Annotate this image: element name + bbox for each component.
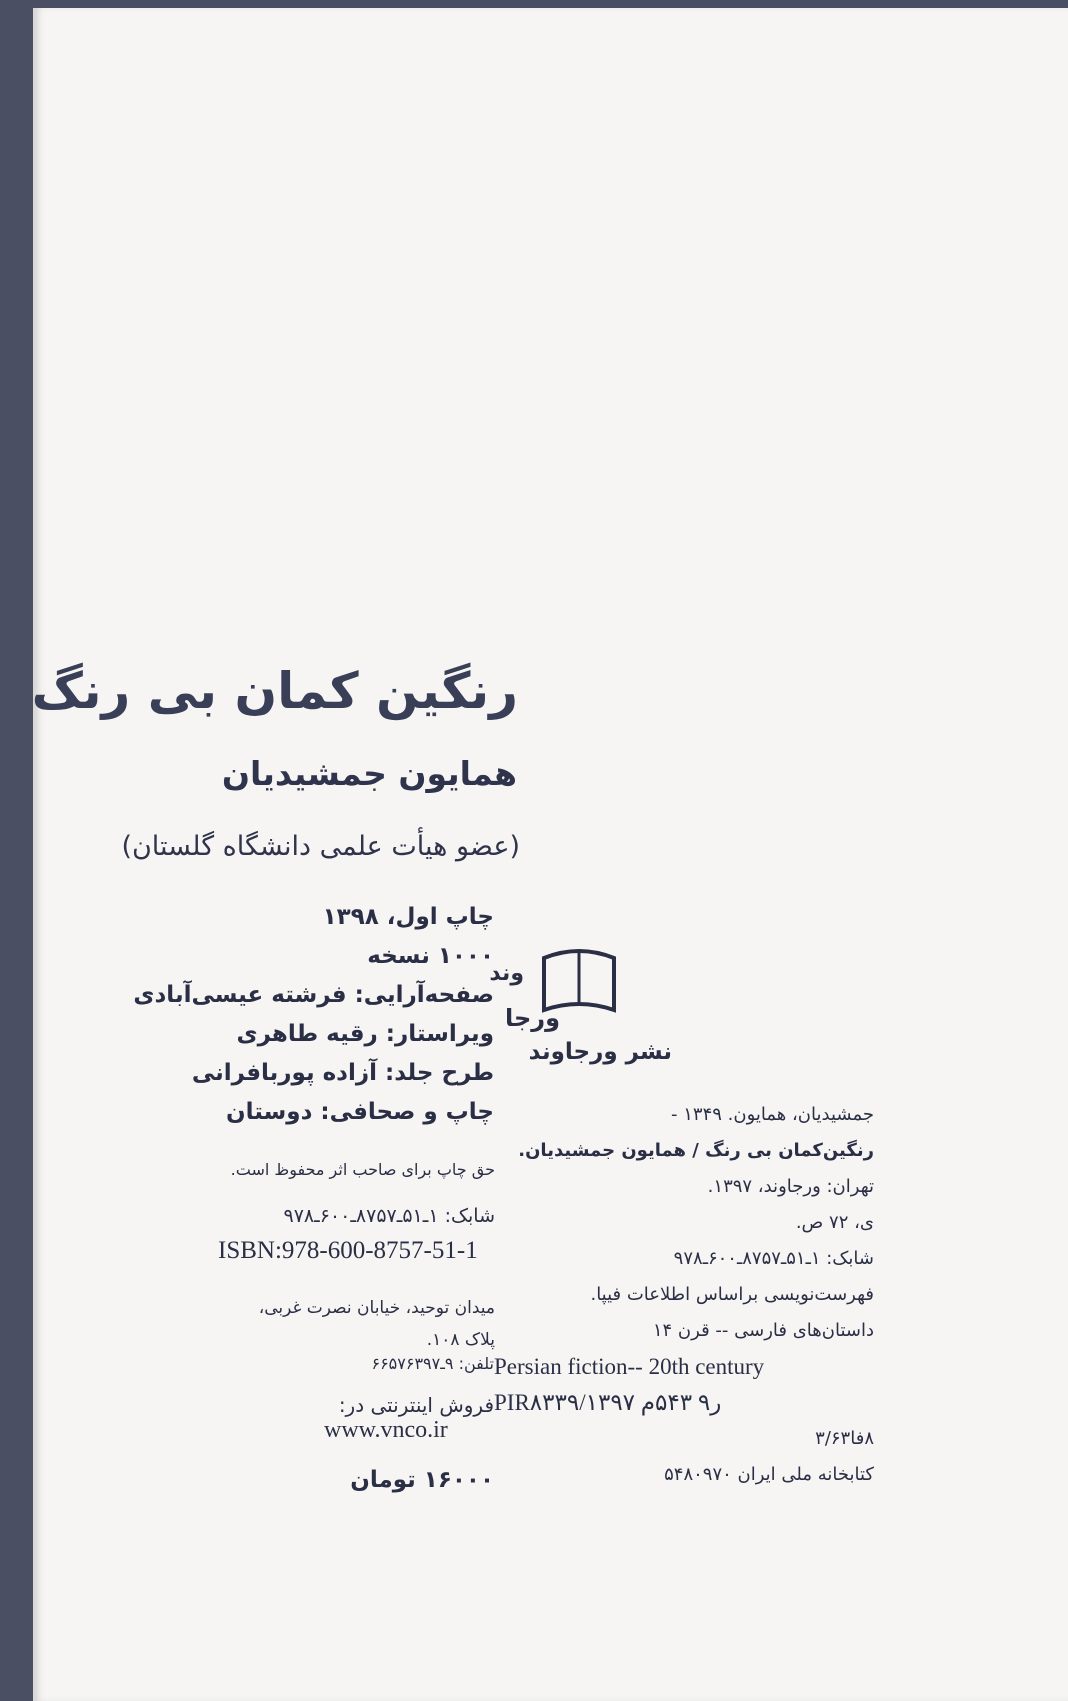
catalog-line: Persian fiction-- 20th century xyxy=(494,1354,765,1379)
logo-text-bottom: ورجا xyxy=(504,1004,560,1032)
catalog-line: PIR۸۳۳۹/ر۹ ۵۴۳م ۱۳۹۷ xyxy=(494,1390,722,1415)
catalog-line: داستان‌های فارسی -- قرن ۱۴ xyxy=(652,1320,874,1341)
credit-printing: چاپ و صحافی: دوستان xyxy=(226,1099,494,1125)
catalog-line: کتابخانه ملی ایران ۵۴۸۰۹۷۰ xyxy=(664,1464,874,1485)
credits-list xyxy=(94,898,494,1132)
copyright-notice: حق چاپ برای صاحب اثر محفوظ است. xyxy=(230,1160,495,1179)
website-link[interactable]: www.vnco.ir xyxy=(324,1417,448,1443)
catalog-line: جمشیدیان، همایون. ۱۳۴۹ - xyxy=(671,1104,874,1125)
address-line-1: میدان توحید، خیابان نصرت غربی، xyxy=(258,1298,495,1318)
book-author: همایون جمشیدیان xyxy=(221,754,517,793)
catalog-line: ی، ۷۲ ص. xyxy=(795,1212,874,1233)
catalog-line: تهران: ورجاوند، ۱۳۹۷. xyxy=(707,1176,874,1197)
logo-text-top: وند xyxy=(489,961,524,986)
catalog-line: فهرست‌نویسی براساس اطلاعات فیپا. xyxy=(590,1284,874,1305)
credit-edition: چاپ اول، ۱۳۹۸ xyxy=(322,904,494,930)
catalog-line: شابک: ۱ـ۵۱ـ۸۷۵۷ـ۶۰۰ـ۹۷۸ xyxy=(673,1248,874,1269)
catalog-line: ۸فا۳/۶۳ xyxy=(815,1428,874,1449)
credit-copies: ۱۰۰۰ نسخه xyxy=(367,943,494,969)
credit-layout: صفحه‌آرایی: فرشته عیسی‌آبادی xyxy=(133,982,494,1008)
publisher-name: نشر ورجاوند xyxy=(528,1039,672,1065)
publisher-address xyxy=(115,1292,495,1356)
publisher-logo xyxy=(489,940,634,1032)
publisher-phone: تلفن: ۹ـ۶۶۵۷۶۳۹۷ xyxy=(371,1354,494,1373)
book-price: ۱۶۰۰۰ تومان xyxy=(350,1467,494,1493)
catalog-line: رنگین‌کمان بی رنگ / همایون جمشیدیان. xyxy=(518,1140,874,1161)
credit-cover-design: طرح جلد: آزاده پوربافرانی xyxy=(191,1060,494,1086)
address-line-2: پلاک ۱۰۸. xyxy=(426,1330,495,1350)
isbn-number: ISBN:978-600-8757-51-1 xyxy=(218,1237,478,1264)
catalog-record xyxy=(494,1097,874,1493)
author-affiliation: (عضو هیأت علمی دانشگاه گلستان) xyxy=(121,831,520,862)
shabak-number: شابک: ۱ـ۵۱ـ۸۷۵۷ـ۶۰۰ـ۹۷۸ xyxy=(283,1205,495,1227)
online-sale-label: فروش اینترنتی در: xyxy=(338,1393,494,1417)
credit-editor: ویراستار: رقیه طاهری xyxy=(236,1021,494,1047)
book-title: رنگین کمان بی رنگ xyxy=(31,662,518,720)
